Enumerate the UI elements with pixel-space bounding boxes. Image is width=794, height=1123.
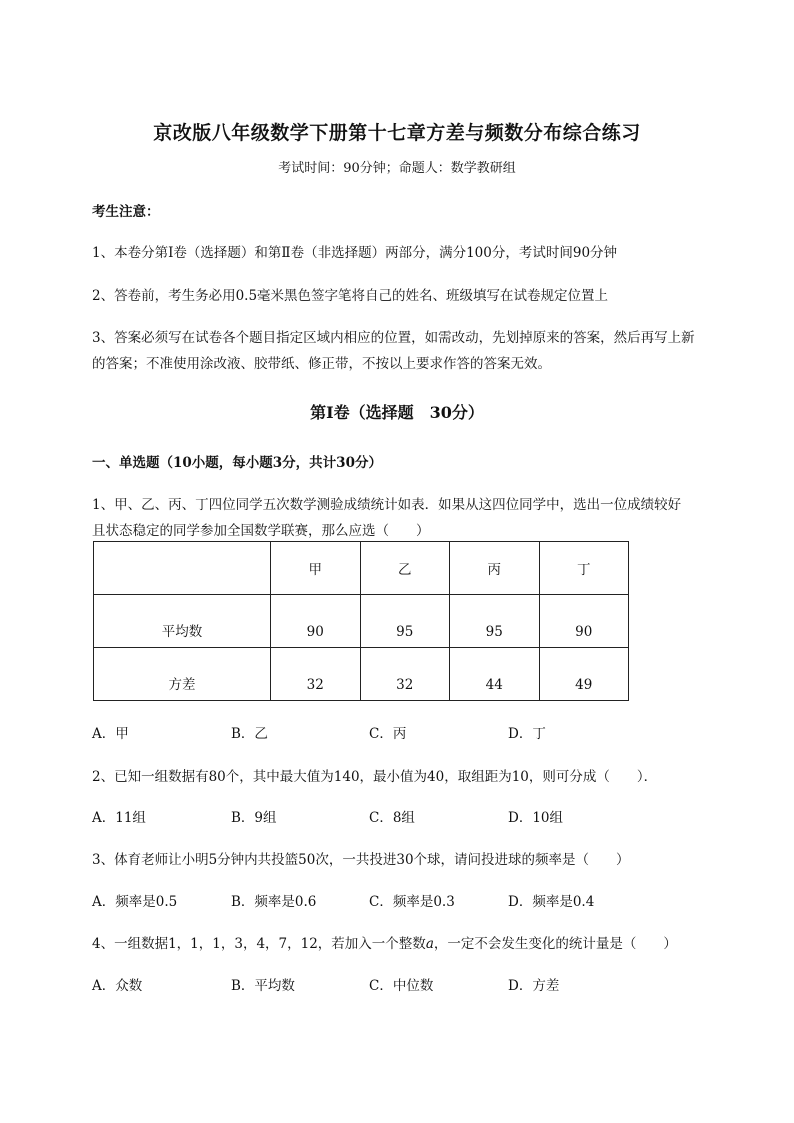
table-cell: 32	[271, 648, 361, 701]
question-4-option-a: A．众数	[92, 978, 143, 994]
notice-item: 2、答卷前，考生务必用0.5毫米黑色签字笔将自己的姓名、班级填写在试卷规定位置上	[92, 288, 609, 304]
notice-item-continued: 的答案；不准使用涂改液、胶带纸、修正带，不按以上要求作答的答案无效。	[92, 356, 551, 372]
question-3-option-c: C．频率是0.3	[369, 894, 455, 910]
part-title: 第I卷（选择题 30分）	[310, 403, 484, 422]
question-3-option-b: B．频率是0.6	[231, 894, 317, 910]
exam-info: 考试时间：90分钟；命题人：数学教研组	[278, 161, 516, 176]
question-4-stem	[92, 932, 677, 952]
question-2-option-a: A．11组	[92, 810, 146, 826]
notice-item: 3、答案必须写在试卷各个题目指定区域内相应的位置，如需改动，先划掉原来的答案，然后再写上新	[92, 330, 695, 346]
question-2-option-c: C．8组	[369, 810, 415, 826]
table-header-cell: 乙	[360, 542, 450, 595]
table-header-cell: 甲	[271, 542, 361, 595]
question-2-option-d: D．10组	[508, 810, 564, 826]
table-header-cell: 丁	[539, 542, 629, 595]
question-1-stem: 1、甲、乙、丙、丁四位同学五次数学测验成绩统计如表．如果从这四位同学中，选出一位成绩较好	[92, 497, 682, 513]
notice-heading: 考生注意：	[92, 204, 160, 220]
table-cell: 90	[271, 595, 361, 648]
table-corner-cell	[94, 542, 271, 595]
question-3-option-d: D．频率是0.4	[508, 894, 595, 910]
variable-a: a	[425, 936, 434, 952]
question-1-stem-continued: 且状态稳定的同学参加全国数学联赛，那么应选（ ）	[92, 523, 430, 539]
table-row	[94, 648, 629, 701]
table-header-cell: 丙	[450, 542, 540, 595]
question-4-stem-before: 4、一组数据1，1，1，3，4，7，12，若加入一个整数	[92, 936, 426, 952]
table-row-label: 方差	[94, 648, 271, 701]
table-row-label: 平均数	[94, 595, 271, 648]
question-1-option-c: C．丙	[369, 726, 407, 742]
table-cell: 90	[539, 595, 629, 648]
question-4-option-c: C．中位数	[369, 978, 434, 994]
question-3-option-a: A．频率是0.5	[92, 894, 178, 910]
question-2-option-b: B．9组	[231, 810, 277, 826]
table-cell: 32	[360, 648, 450, 701]
question-1-option-d: D．丁	[508, 726, 546, 742]
notice-item: 1、本卷分第I卷（选择题）和第Ⅱ卷（非选择题）两部分，满分100分，考试时间90分钟	[92, 245, 618, 261]
table-cell: 49	[539, 648, 629, 701]
table-row	[94, 595, 629, 648]
question-4-stem-after: ，一定不会发生变化的统计量是（ ）	[433, 936, 677, 952]
table-cell: 95	[450, 595, 540, 648]
table-cell: 95	[360, 595, 450, 648]
question-4-option-b: B．平均数	[231, 978, 295, 994]
question-2-stem: 2、已知一组数据有80个，其中最大值为140，最小值为40，取组距为10，则可分成（ ）．	[92, 769, 658, 785]
question-1-option-b: B．乙	[231, 726, 268, 742]
question-4-option-d: D．方差	[508, 978, 560, 994]
section-title: 一、单选题（10小题，每小题3分，共计30分）	[92, 455, 382, 471]
table-cell: 44	[450, 648, 540, 701]
question-1-option-a: A．甲	[92, 726, 129, 742]
score-stats-table	[93, 541, 629, 701]
question-3-stem: 3、体育老师让小明5分钟内共投篮50次，一共投进30个球，请问投进球的频率是（ ）	[92, 852, 630, 868]
table-header-row	[94, 542, 629, 595]
page-title: 京改版八年级数学下册第十七章方差与频数分布综合练习	[153, 122, 641, 144]
